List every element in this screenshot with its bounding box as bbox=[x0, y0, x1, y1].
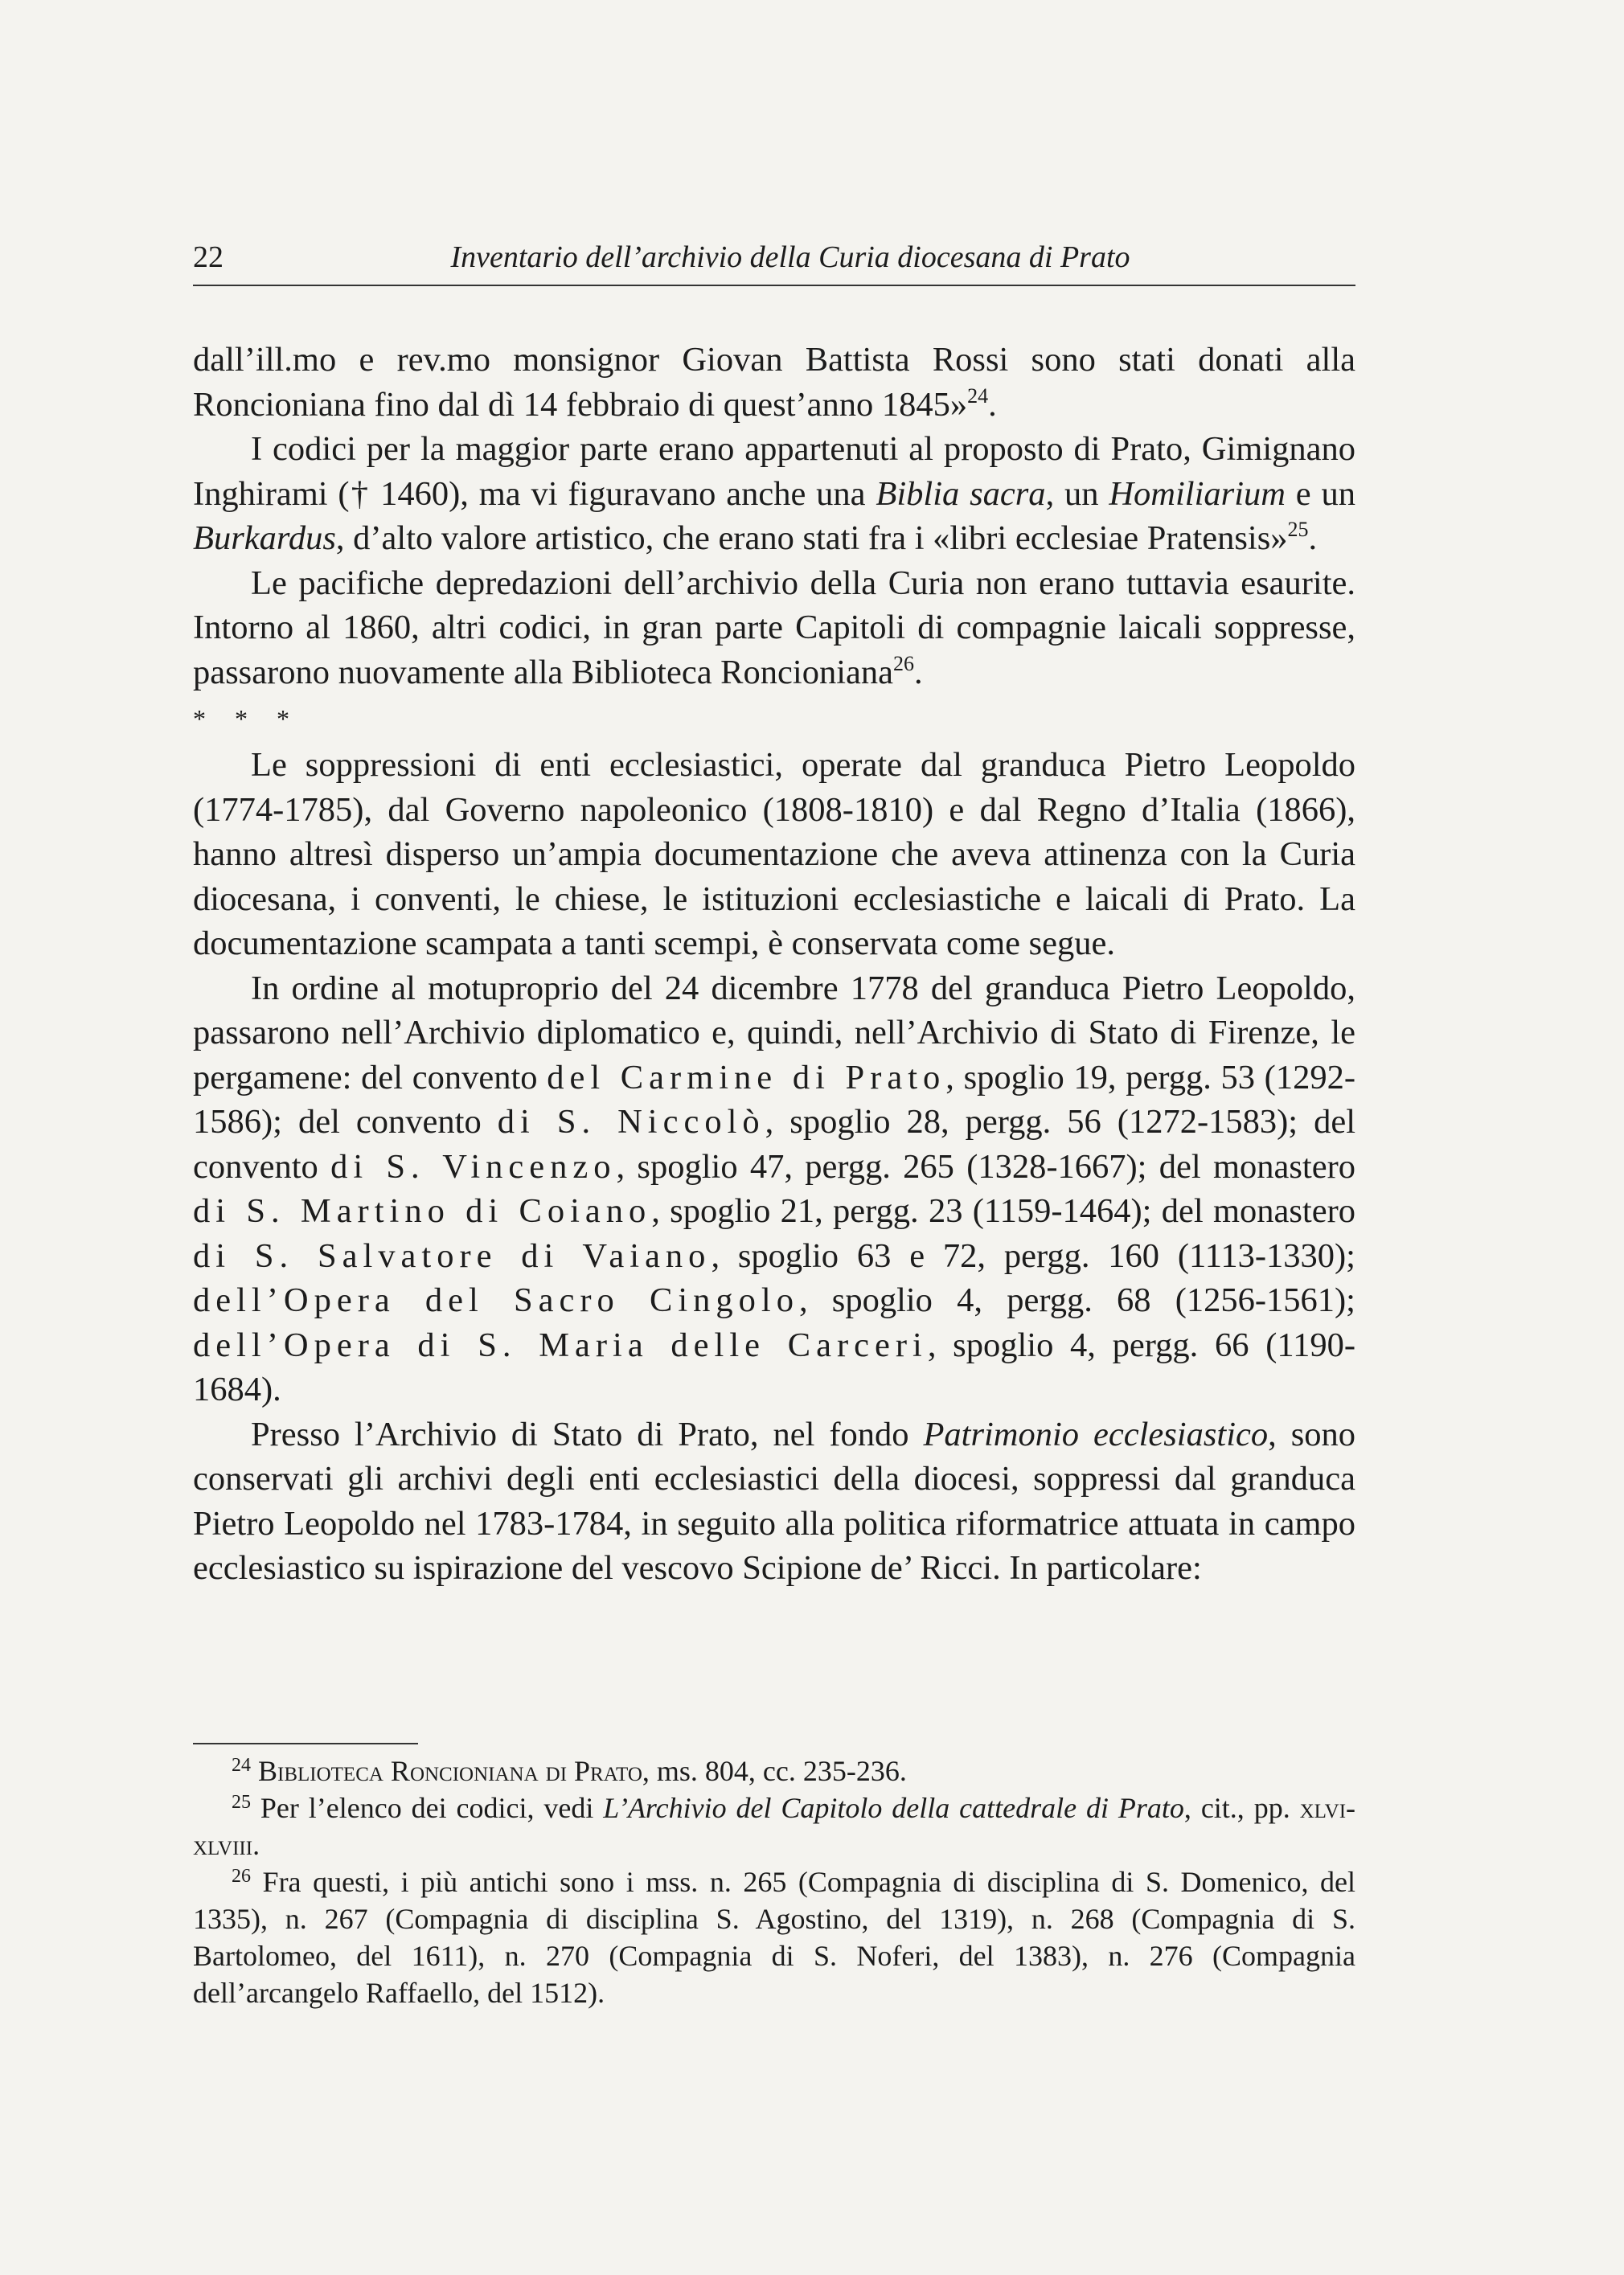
footnote-25: $^{25}$ Per l’elenco dei codici, vedi L’Archivio del Capitolo della cattedrale di Prato, cit., pp. xlvi-xlviii. bbox=[193, 1792, 1356, 1861]
footnote-ref-25: 25 bbox=[1287, 518, 1309, 541]
running-title: Inventario dell’archivio della Curia diocesana di Prato bbox=[450, 240, 1130, 274]
footnote-ref-24: 24 bbox=[967, 383, 989, 408]
paragraph-4: Le soppressioni di enti ecclesiastici, operate dal granduca Pietro Leopoldo (1774-1785), dal Governo napoleonico (1808-1810) e dal Regno d’Italia (1866), hanno altresì disperso un’ampia documentazione che aveva attinenza con la Curia diocesana, i conventi, le chiese, le istituzioni ecclesiastiche e laicali di Prato. La documentazione scampata a tanti scempi, è conservata come segue. bbox=[193, 746, 1355, 962]
main-text bbox=[193, 338, 1355, 1591]
paragraph-1: dall’ill.mo e rev.mo monsignor Giovan Battista Rossi sono stati donati alla Roncioniana fino dal dì 14 febbraio di quest’anno 1845»$^{24}$. bbox=[193, 341, 1355, 424]
footnote-divider bbox=[193, 1743, 418, 1744]
footnote-24: $^{24}$ Biblioteca Roncioniana di Prato, ms. 804, cc. 235-236. bbox=[232, 1755, 907, 1787]
section-separator: * * * bbox=[193, 704, 301, 733]
footnotes bbox=[193, 1752, 1355, 2011]
paragraph-3: Le pacifiche depredazioni dell’archivio della Curia non erano tuttavia esaurite. Intorno al 1860, altri codici, in gran parte Capitoli di compagnie laicali soppresse, passarono nuovamente alla Biblioteca Roncioniana$^{26}$. bbox=[193, 564, 1355, 691]
footnote-ref-26: 26 bbox=[892, 651, 914, 675]
running-header bbox=[193, 238, 1355, 286]
page-number: 22 bbox=[193, 240, 224, 274]
paragraph-2: I codici per la maggior parte erano appartenuti al proposto di Prato, Gimignano Inghirami († 1460), ma vi figuravano anche una Biblia sacra, un Homiliarium e un Burkardus, d’alto valore artistico, che erano stati fra i «libri ecclesiae Pratensis»$^{25}$. bbox=[193, 430, 1355, 557]
paragraph-5: In ordine al motuproprio del 24 dicembre 1778 del granduca Pietro Leopoldo, passarono nell’Archivio diplomatico e, quindi, nell’Archivio di Stato di Firenze, le pergamene: del convento del Carmine di Prato, spoglio 19, pergg. 53 (1292-1586); del convento di S. Niccolò, spoglio 28, pergg. 56 (1272-1583); del convento di S. Vincenzo, spoglio 47, pergg. 265 (1328-1667); del monastero di S. Martino di Coiano, spoglio 21, pergg. 23 (1159-1464); del monastero di S. Salvatore di Vaiano, spoglio 63 e 72, pergg. 160 (1113-1330); dell’Opera del Sacro Cingolo, spoglio 4, pergg. 68 (1256-1561); dell’Opera di S. Maria delle Carceri, spoglio 4, pergg. 66 (1190-1684). bbox=[193, 969, 1356, 1408]
paragraph-6: Presso l’Archivio di Stato di Prato, nel fondo Patrimonio ecclesiastico, sono conservati gli archivi degli enti ecclesiastici della diocesi, soppressi dal granduca Pietro Leopoldo nel 1783-1784, in seguito alla politica riformatrice attuata in campo ecclesiastico su ispirazione del vescovo Scipione de’ Ricci. In particolare: bbox=[193, 1415, 1355, 1587]
footnote-26: $^{26}$ Fra questi, i più antichi sono i mss. n. 265 (Compagnia di disciplina di S. Domenico, del 1335), n. 267 (Compagnia di disciplina S. Agostino, del 1319), n. 268 (Compagnia di S. Bartolomeo, del 1611), n. 270 (Compagnia di S. Noferi, del 1383), n. 276 (Compagnia dell’arcangelo Raffaello, del 1512). bbox=[193, 1866, 1356, 2009]
